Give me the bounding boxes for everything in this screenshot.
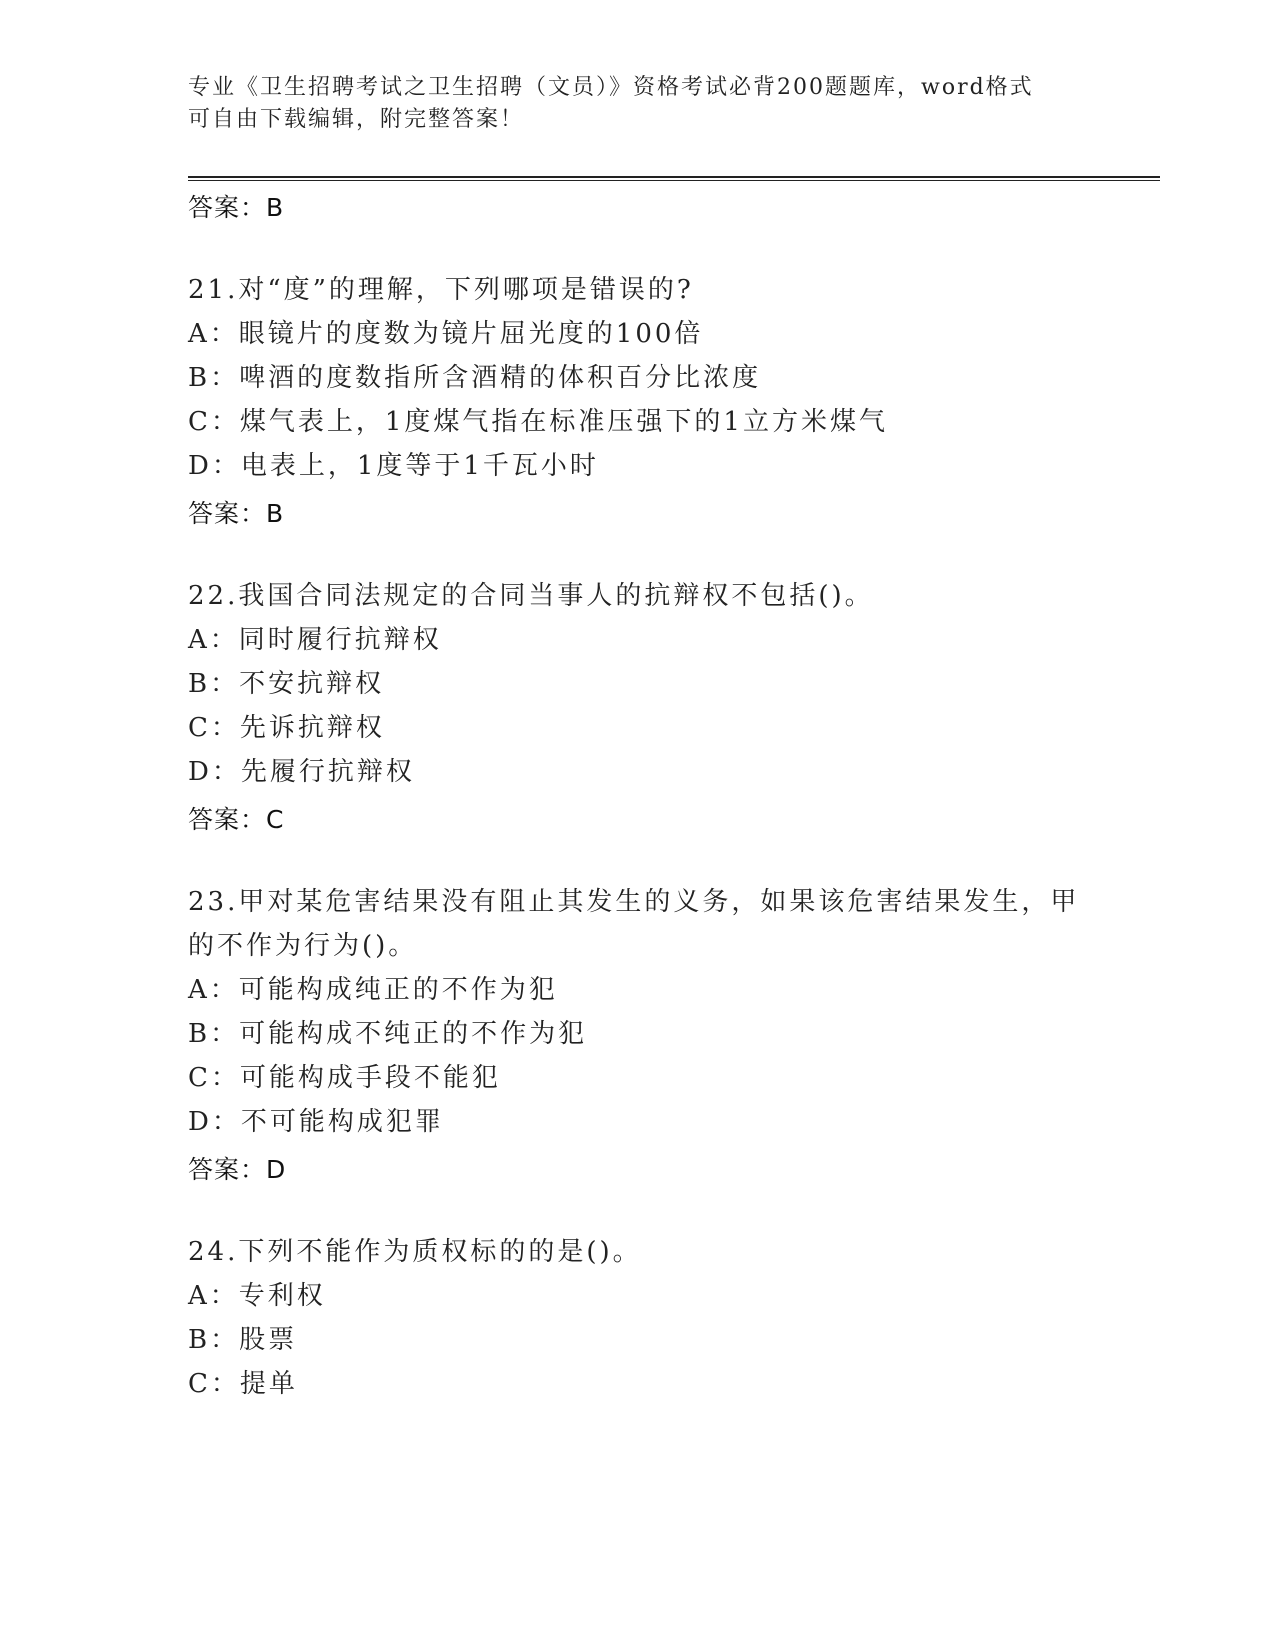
question-21-stem: 21.对“度”的理解，下列哪项是错误的?: [188, 275, 694, 305]
question-21-option-a: A：眼镜片的度数为镜片屈光度的100倍: [188, 319, 704, 349]
question-24-stem: 24.下列不能作为质权标的的是()。: [188, 1237, 642, 1267]
question-24-option-b: B：股票: [188, 1325, 298, 1355]
header-line-1: 专业《卫生招聘考试之卫生招聘（文员）》资格考试必背200题题库，word格式: [188, 75, 1034, 100]
question-22-option-d: D：先履行抗辩权: [188, 757, 415, 787]
question-23-option-d: D：不可能构成犯罪: [188, 1107, 444, 1137]
header-line-2: 可自由下载编辑，附完整答案！: [188, 107, 525, 132]
question-24-option-c: C：提单: [188, 1369, 298, 1399]
question-23-answer: 答案：D: [188, 1155, 287, 1184]
question-23-option-a: A：可能构成纯正的不作为犯: [188, 975, 558, 1005]
question-23-option-c: C：可能构成手段不能犯: [188, 1063, 501, 1093]
question-23-option-b: B：可能构成不纯正的不作为犯: [188, 1019, 588, 1049]
question-22-option-c: C：先诉抗辩权: [188, 713, 385, 743]
question-21-option-c: C：煤气表上，1度煤气指在标准压强下的1立方米煤气: [188, 407, 888, 437]
answer-previous: 答案：B: [188, 193, 285, 222]
question-22-option-a: A：同时履行抗辩权: [188, 625, 442, 655]
question-21-option-d: D：电表上，1度等于1千瓦小时: [188, 451, 599, 481]
question-23-stem-line-2: 的不作为行为()。: [188, 931, 418, 961]
header-divider: [188, 176, 1160, 181]
question-22-answer: 答案：C: [188, 805, 285, 834]
question-22-stem: 22.我国合同法规定的合同当事人的抗辩权不包括()。: [188, 581, 874, 611]
question-21-option-b: B：啤酒的度数指所含酒精的体积百分比浓度: [188, 363, 762, 393]
question-22-option-b: B：不安抗辩权: [188, 669, 385, 699]
question-24-option-a: A：专利权: [188, 1281, 326, 1311]
document-header: [188, 72, 1088, 136]
question-23-stem-line-1: 23.甲对某危害结果没有阻止其发生的义务，如果该危害结果发生，甲: [188, 887, 1080, 917]
question-21-answer: 答案：B: [188, 499, 285, 528]
